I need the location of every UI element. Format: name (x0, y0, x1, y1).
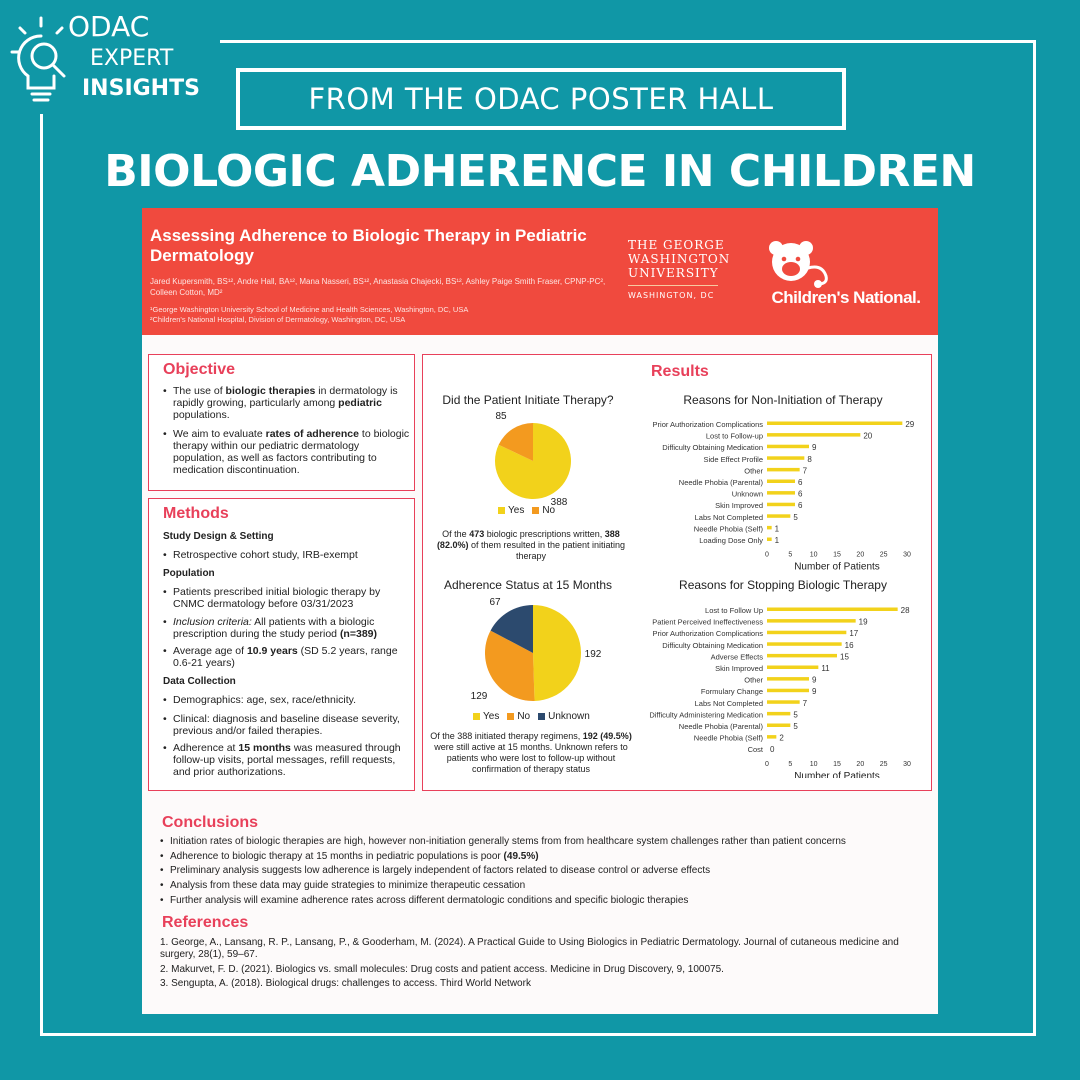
text: biologic prescriptions written, (484, 529, 605, 539)
methods-bullet: • Retrospective cohort study, IRB-exempt (161, 549, 413, 561)
text: Of the 388 initiated therapy regimens, (430, 731, 583, 741)
text: All patients with a biologic prescription during the study period (173, 616, 375, 640)
bar-category-label: Lost to Follow-up (705, 431, 763, 441)
references-heading: References (162, 914, 249, 931)
bar-category-label: Unknown (731, 489, 763, 499)
stopping-bar-chart (637, 593, 927, 778)
bar-category-label: Prior Authorization Complications (652, 629, 763, 639)
bar-category-label: Formulary Change (700, 687, 763, 697)
reference-item: 1. George, A., Lansang, R. P., Lansang, P., & Gooderham, M. (2024). A Practical Guide to Using Biologics in Pediatric Dermatology. Journal of cutaneous medicine and surgery, 28(1), 59–67. (160, 937, 899, 960)
bar-data-label: 7 (802, 466, 808, 476)
text-bold: 473 (469, 529, 485, 539)
non-initiation-bar-chart (637, 407, 927, 582)
axis-tick-label: 0 (765, 551, 769, 559)
bar-category-label: Other (744, 675, 763, 685)
bar (767, 526, 772, 530)
bar (767, 700, 800, 704)
bar-category-label: Side Effect Profile (703, 454, 763, 464)
bar (767, 735, 776, 739)
bar-category-label: Cost (747, 745, 763, 755)
affiliation-2: ²Children's National Hospital, Division of Dermatology, Washington, DC, USA (150, 315, 406, 324)
methods-sub-population: Population (163, 568, 215, 579)
conclusion-item (160, 851, 539, 863)
text: populations. (173, 409, 230, 421)
logo-line-3: INSIGHTS (82, 76, 200, 101)
odac-logo (8, 8, 208, 108)
results-heading: Results (651, 363, 709, 380)
text-bold: rates of adherence (265, 428, 359, 440)
text-bold: 388 (82.0%) (436, 529, 620, 550)
bar-category-label: Other (744, 466, 763, 476)
poster-hall-banner: FROM THE ODAC POSTER HALL (236, 68, 846, 130)
bar-data-label: 6 (798, 478, 803, 487)
bar-data-label: 9 (812, 687, 817, 697)
text: Adherence to biologic therapy at 15 months in pediatric populations is poor (170, 851, 504, 862)
axis-tick-label: 5 (788, 551, 793, 559)
bar-data-label: 16 (844, 640, 854, 650)
objective-box (148, 354, 415, 491)
bar-category-label: Needle Phobia (Parental) (678, 478, 763, 487)
text-bold: 192 (49.5%) (582, 731, 632, 741)
pie-data-label: 129 (470, 691, 488, 702)
axis-tick-label: 30 (903, 760, 911, 768)
text: Average age of (173, 645, 247, 657)
methods-sub-data-collection: Data Collection (163, 676, 236, 687)
legend-item-yes (498, 505, 524, 516)
poster-affiliations (150, 305, 620, 325)
text-bold: (49.5%) (503, 851, 539, 862)
bar-category-label: Prior Authorization Complications (652, 420, 763, 429)
axis-tick-label: 25 (879, 551, 888, 559)
bar-data-label: 6 (798, 501, 803, 511)
bar (767, 654, 837, 658)
legend-item-no (532, 505, 555, 516)
reference-item: 2. Makurvet, F. D. (2021). Biologics vs. small molecules: Drug costs and patient access. Medicine in Drug Discovery, 9, 100075. (160, 964, 724, 975)
gwu-line-3: UNIVERSITY (628, 266, 719, 280)
text: Of the (442, 529, 470, 539)
bar-category-label: Needle Phobia (Self) (693, 733, 763, 743)
objective-bullet-1 (161, 385, 413, 421)
bar-category-label: Loading Dose Only (699, 536, 763, 545)
chart3-legend (473, 711, 590, 722)
bar-category-label: Adverse Effects (710, 652, 763, 662)
bar (767, 480, 795, 484)
axis-tick-label: 20 (856, 760, 865, 768)
bar-data-label: 6 (798, 489, 803, 499)
bar-data-label: 1 (774, 536, 780, 545)
text-italic: Inclusion criteria: (173, 616, 252, 628)
bar-data-label: 9 (812, 443, 817, 453)
text: of them resulted in the patient initiating therapy (468, 540, 626, 561)
bar-category-label: Skin Improved (715, 501, 763, 511)
conclusion-item: • Analysis from these data may guide strategies to minimize therapeutic cessation (160, 880, 525, 892)
methods-bullet: • Patients prescribed initial biologic therapy by CNMC dermatology before 03/31/2023 (161, 586, 413, 610)
pie-data-label: 67 (489, 597, 501, 608)
text: (SD 5.2 years, range 0.6-21 years) (173, 645, 398, 669)
bar (767, 712, 790, 716)
bar (767, 608, 898, 612)
bar (767, 631, 846, 635)
bar-data-label: 0 (770, 745, 775, 755)
bar-data-label: 28 (900, 606, 910, 615)
text-bold: 10.9 years (246, 645, 298, 657)
chart2-title: Reasons for Non-Initiation of Therapy (683, 393, 883, 407)
axis-tick-label: 10 (809, 551, 818, 559)
text-bold: 15 months (238, 742, 291, 754)
text: were still active at 15 months. Unknown refers to patients who were lost to follow-up without confirmation of therapy status (434, 742, 628, 774)
bar (767, 433, 860, 437)
methods-box (148, 498, 415, 791)
text: The use of (173, 385, 226, 397)
axis-tick-label: 0 (765, 760, 769, 768)
bar (767, 619, 856, 623)
chart1-legend (498, 505, 555, 516)
bar-data-label: 2 (779, 733, 784, 743)
bar (767, 677, 809, 681)
adherence-pie-chart (423, 593, 633, 713)
methods-bullet (161, 742, 413, 778)
text: to biologic therapy within our pediatric dermatology population, as well as factors contributing to medication discontinuation. (173, 428, 410, 476)
conclusion-item: • Preliminary analysis suggests low adherence is largely independent of factors related to disease control or adverse effects (160, 865, 710, 877)
bar-data-label: 9 (812, 675, 817, 685)
bar-data-label: 17 (849, 629, 859, 639)
bar-category-label: Difficulty Obtaining Medication (662, 443, 763, 453)
legend-item-no (507, 711, 530, 722)
bar-category-label: Difficulty Obtaining Medication (662, 640, 763, 650)
axis-tick-label: 30 (903, 551, 911, 559)
poster (142, 208, 938, 1014)
bar (767, 666, 818, 670)
x-axis-label: Number of Patients (794, 561, 880, 573)
chart3-title: Adherence Status at 15 Months (443, 578, 613, 592)
bar-data-label: 5 (793, 722, 798, 731)
bar (767, 456, 804, 460)
gwu-line-1: THE GEORGE (628, 238, 725, 252)
bar-data-label: 11 (821, 664, 830, 673)
methods-bullet: • Clinical: diagnosis and baseline disease severity, previous and/or failed therapies. (161, 713, 413, 737)
methods-bullet: • Demographics: age, sex, race/ethnicity. (161, 694, 413, 706)
logo-line-2: EXPERT (90, 46, 174, 71)
bar (767, 445, 809, 449)
bar (767, 491, 795, 495)
text: Adherence at (173, 742, 239, 754)
chart4-title: Reasons for Stopping Biologic Therapy (679, 578, 887, 592)
results-box (422, 354, 932, 791)
bar (767, 468, 800, 472)
poster-title: Assessing Adherence to Biologic Therapy in Pediatric Dermatology (150, 226, 587, 265)
chart3-caption (429, 731, 633, 775)
bar-data-label: 20 (863, 431, 873, 441)
methods-heading: Methods (163, 505, 229, 522)
legend-item-unknown (538, 711, 590, 722)
conclusion-item: • Further analysis will examine adherence rates across different dermatologic conditions and specific biologic therapies (160, 895, 688, 907)
bear-icon (762, 238, 842, 290)
text: We aim to evaluate (173, 428, 266, 440)
bar (767, 422, 902, 426)
legend-label: Yes (483, 711, 500, 722)
poster-authors: Jared Kupersmith, BS¹², Andre Hall, BA¹², Mana Nasseri, BS¹², Anastasia Chajecki, BS¹², Ashley Paige Smith Fraser, CPNP-PC², Colleen Cotton, MD² (150, 277, 606, 297)
axis-tick-label: 5 (788, 760, 793, 768)
methods-sub-study-design: Study Design & Setting (163, 531, 274, 542)
bar (767, 689, 809, 693)
bar-data-label: 5 (793, 512, 798, 522)
bar-category-label: Patient Perceived Ineffectiveness (652, 617, 763, 627)
text: was measured through follow-up visits, portal messages, refill requests, and prior authorizations. (173, 742, 401, 778)
childrens-national-name: Children's National. (771, 288, 921, 307)
pie-slice (533, 605, 581, 701)
text-bold: (n=389) (339, 628, 377, 640)
text-bold: pediatric (338, 397, 382, 409)
legend-label: No (517, 711, 531, 722)
conclusions-heading: Conclusions (162, 814, 259, 831)
objective-bullet-2 (161, 428, 413, 476)
chart1-caption (431, 529, 631, 562)
gwu-rule (628, 285, 718, 286)
pie-data-label: 192 (584, 649, 602, 660)
bar (767, 514, 790, 518)
bar-data-label: 29 (905, 420, 915, 429)
bar-data-label: 1 (774, 524, 780, 534)
gwu-line-4: WASHINGTON, DC (628, 291, 715, 300)
axis-tick-label: 15 (833, 551, 841, 559)
childrens-national-logo (758, 238, 934, 318)
bar-data-label: 15 (840, 652, 849, 662)
bar-category-label: Difficulty Administering Medication (649, 710, 763, 720)
poster-header (142, 208, 938, 335)
text-bold: biologic therapies (225, 385, 316, 397)
bar (767, 724, 790, 728)
affiliation-1: ¹George Washington University School of Medicine and Health Sciences, Washington, DC, USA (150, 305, 469, 314)
text: in dermatology is rapidly growing, particularly among (173, 385, 398, 409)
bar (767, 503, 795, 507)
gwu-logo (628, 238, 738, 300)
axis-tick-label: 25 (879, 760, 888, 768)
legend-label: Yes (508, 505, 525, 516)
bar-category-label: Labs Not Completed (694, 512, 763, 522)
bar-data-label: 7 (802, 698, 808, 708)
bar-category-label: Labs Not Completed (694, 698, 763, 708)
bar-category-label: Skin Improved (715, 664, 763, 673)
bar (767, 642, 842, 646)
bar-category-label: Needle Phobia (Self) (693, 524, 763, 534)
bar-data-label: 8 (807, 454, 812, 464)
axis-tick-label: 10 (809, 760, 818, 768)
legend-label: No (542, 505, 556, 516)
bar-data-label: 19 (858, 617, 868, 627)
axis-tick-label: 15 (833, 760, 841, 768)
bar-data-label: 5 (793, 710, 798, 720)
pie-data-label: 85 (495, 411, 507, 422)
conclusion-item: • Initiation rates of biologic therapies are high, however non-initiation generally stems from from healthcare system challenges rather than patient concerns (160, 836, 846, 848)
headline: BIOLOGIC ADHERENCE IN CHILDREN (104, 146, 976, 197)
gwu-line-2: WASHINGTON (628, 252, 731, 266)
bar (767, 538, 772, 542)
chart1-title: Did the Patient Initiate Therapy? (442, 393, 614, 407)
bar-category-label: Needle Phobia (Parental) (678, 722, 763, 731)
methods-bullet (161, 645, 413, 669)
reference-item: 3. Sengupta, A. (2018). Biological drugs: challenges to access. Third World Network (160, 978, 531, 989)
logo-line-1: ODAC (68, 10, 150, 43)
objective-heading: Objective (163, 361, 236, 378)
pie-data-label: 388 (550, 497, 568, 508)
legend-label: Unknown (548, 711, 590, 722)
methods-bullet (161, 616, 413, 640)
x-axis-label: Number of Patients (794, 770, 880, 778)
bar-category-label: Lost to Follow Up (705, 606, 763, 615)
legend-item-yes (473, 711, 499, 722)
axis-tick-label: 20 (856, 551, 865, 559)
